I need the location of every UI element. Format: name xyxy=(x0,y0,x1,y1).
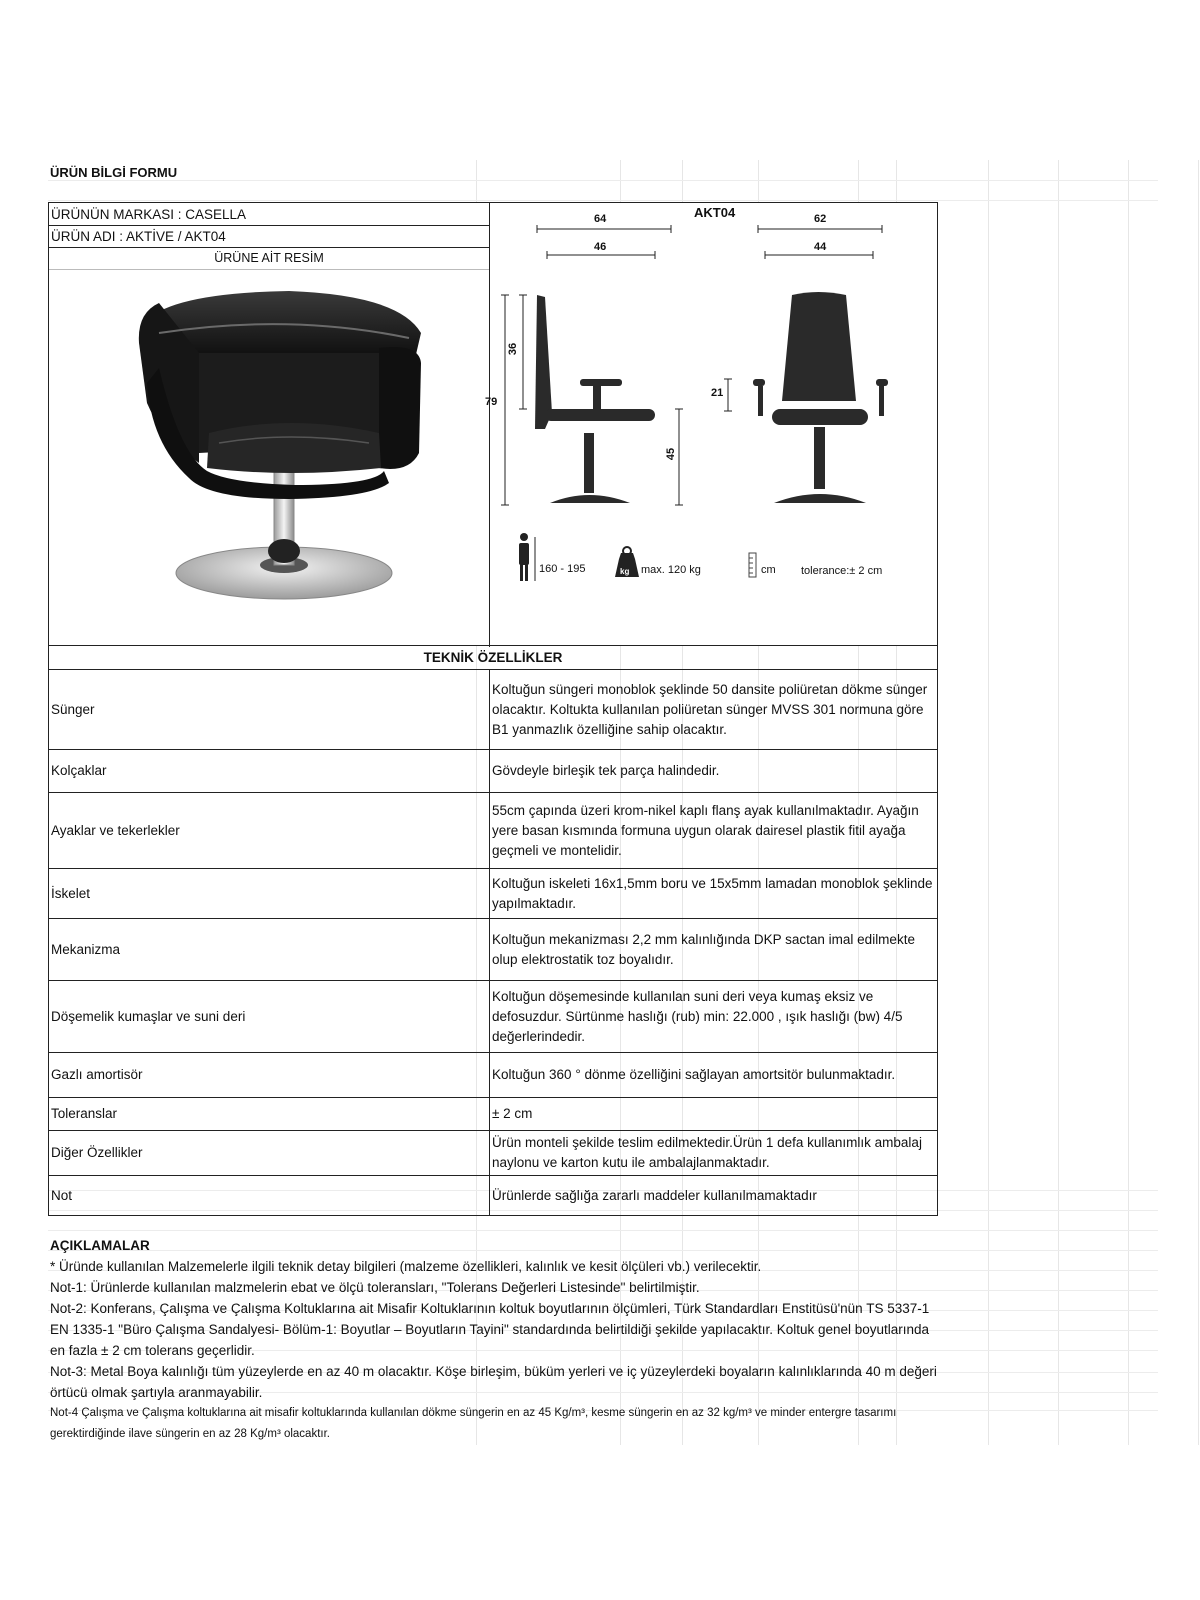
spec-value: Ürünlerde sağlığa zararlı maddeler kullanılmamaktadır xyxy=(490,1176,938,1216)
dim-back-height: 36 xyxy=(507,342,520,356)
brand-label: ÜRÜNÜN MARKASI : CASELLA xyxy=(51,207,247,222)
note-line: * Üründe kullanılan Malzemelerle ilgili teknik detay bilgileri (malzeme özellikleri, kalınlık ve kesit ölçüleri vb.) verilecektir. xyxy=(50,1259,762,1274)
dim-seat-height: 45 xyxy=(665,447,678,461)
drawing-code: AKT04 xyxy=(694,205,736,220)
table-row xyxy=(49,919,938,981)
weight-icon-label: kg xyxy=(620,567,630,576)
spec-key: Mekanizma xyxy=(49,919,490,981)
notes-heading: AÇIKLAMALAR xyxy=(50,1238,150,1253)
spec-key: Ayaklar ve tekerlekler xyxy=(49,793,490,869)
spec-key: Sünger xyxy=(49,670,490,750)
table-row xyxy=(49,1098,938,1131)
table-row xyxy=(49,869,938,919)
spec-key: Not xyxy=(49,1176,490,1216)
dimension-drawing xyxy=(490,203,938,645)
spec-key: Diğer Özellikler xyxy=(49,1131,490,1176)
table-row xyxy=(49,793,938,869)
person-icon xyxy=(519,533,529,581)
tech-specs-title: TEKNİK ÖZELLİKLER xyxy=(48,646,938,670)
notes-section xyxy=(50,1235,940,1445)
user-height: 160 - 195 xyxy=(539,563,586,575)
spec-value: Gövdeyle birleşik tek parça halindedir. xyxy=(490,750,938,793)
max-weight: max. 120 kg xyxy=(641,564,701,576)
chair-photo xyxy=(89,273,469,613)
table-row xyxy=(49,1053,938,1098)
spec-value: Koltuğun 360 ° dönme özelliğini sağlayan amortsitör bulunmaktadır. xyxy=(490,1053,938,1098)
spec-value: 55cm çapında üzeri krom-nikel kaplı flanş ayak kullanılmaktadır. Ayağın yere basan kısmında formuna uygun olarak dairesel plastik fitil ayağa geçmeli ve montelidir. xyxy=(490,793,938,869)
note-line-small: Not-4 Çalışma ve Çalışma koltuklarına ait misafir koltuklarında kullanılan dökme süngerin en az 45 Kg/m³, kesme süngerin en az 32 kg/m³ ve minder entergre tasarımı gerektirdiğinde ilave süngerin en az 28 Kg/m³ olacaktır. xyxy=(50,1407,897,1440)
spec-value: Koltuğun döşemesinde kullanılan suni deri veya kumaş eksiz ve defosuzdur. Sürtünme haslığı (rub) min: 22.000 , ışık haslığı (bw) 4/5 değerlerindedir. xyxy=(490,981,938,1053)
dim-arm-height: 21 xyxy=(711,387,724,399)
picture-label: ÜRÜNE AİT RESİM xyxy=(214,251,324,265)
note-line: Not-1: Ürünlerde kullanılan malzmelerin ebat ve ölçü toleransları, "Tolerans Değerleri Listesinde" belirtilmiştir. xyxy=(50,1280,700,1295)
spec-key: Kolçaklar xyxy=(49,750,490,793)
table-row xyxy=(49,1131,938,1176)
table-row xyxy=(49,1176,938,1216)
tolerance-label: tolerance:± 2 cm xyxy=(801,565,883,577)
form-title: ÜRÜN BİLGİ FORMU xyxy=(50,165,178,180)
dim-total-height: 79 xyxy=(485,396,498,408)
spec-key: Toleranslar xyxy=(49,1098,490,1131)
unit-label: cm xyxy=(761,564,776,576)
dim-front-inner: 44 xyxy=(814,241,827,253)
dim-side-inner: 46 xyxy=(594,241,607,253)
spec-value: ± 2 cm xyxy=(490,1098,938,1131)
spec-key: İskelet xyxy=(49,869,490,919)
spec-key: Gazlı amortisör xyxy=(49,1053,490,1098)
product-name-label: ÜRÜN ADI : AKTİVE / AKT04 xyxy=(51,229,226,244)
product-box xyxy=(48,202,938,646)
spec-value: Ürün monteli şekilde teslim edilmektedir.Ürün 1 defa kullanımlık ambalaj naylonu ve karton kutu ile ambalajlanmaktadır. xyxy=(490,1131,938,1176)
note-line: Not-2: Konferans, Çalışma ve Çalışma Koltuklarına ait Misafir Koltuklarının koltuk boyutlarının ölçümleri, Türk Standardları Enstitüsü'nün TS 5337-1 EN 1335-1 "Büro Çalışma Sandalyesi- Bölüm-1: Boyutlar – Boyutların Tayini" standardında belirtildiği şekilde yapılacaktır. Koltuk genel boyutlarında en fazla ± 2 cm tolerans geçerlidir. xyxy=(50,1301,930,1358)
spec-value: Koltuğun mekanizması 2,2 mm kalınlığında DKP sactan imal edilmekte olup elektrostatik toz boyalıdır. xyxy=(490,919,938,981)
spec-value: Koltuğun iskeleti 16x1,5mm boru ve 15x5mm lamadan monoblok şeklinde yapılmaktadır. xyxy=(490,869,938,919)
table-row xyxy=(49,670,938,750)
tech-specs-table xyxy=(48,669,938,1216)
table-row xyxy=(49,981,938,1053)
note-line: Not-3: Metal Boya kalınlığı tüm yüzeylerde en az 40 m olacaktır. Köşe birleşim, büküm yerleri ve iç yüzeylerdeki boyaların kalınlıklarında 40 m değeri örtücü olmak şartıyla aranmayabilir. xyxy=(50,1364,937,1400)
dim-front-outer: 62 xyxy=(814,213,827,225)
spec-value: Koltuğun süngeri monoblok şeklinde 50 dansite poliüretan dökme sünger olacaktır. Koltukta kullanılan poliüretan sünger MVSS 301 normuna göre B1 yanmazlık özelliğine sahip olacaktır. xyxy=(490,670,938,750)
dim-side-outer: 64 xyxy=(594,213,607,225)
spec-key: Döşemelik kumaşlar ve suni deri xyxy=(49,981,490,1053)
table-row xyxy=(49,750,938,793)
